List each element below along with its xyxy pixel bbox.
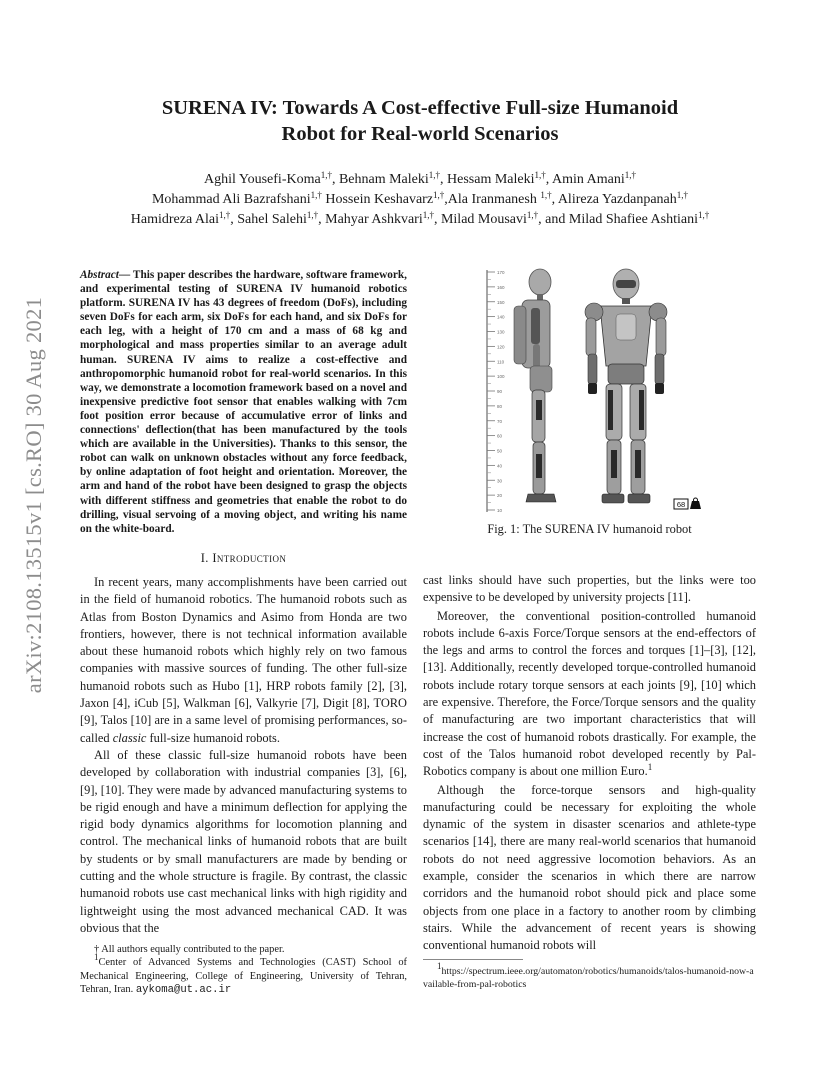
abstract-text: — This paper describes the hardware, software framework, and experimental testing of SURENA IV humanoid robotics platform. SURENA IV has 43 degrees of freedom (DoFs), including seven DoFs for each arm, six DoFs for each hand, and six DoFs for each leg, with a height of 170 cm and a mass of 68 kg and morphological and mass properties similar to an average adult human. SURENA IV aims to realize a cost-effective and anthropomorphic humanoid robot for real-world scenarios. In this way, we demonstrate a locomotion framework based on a novel and inexpensive predictive foot sensor that enables walking with 7cm foot position error because of accumulative error of links and connections' deflection(that has been manufactured by the tools which are available in the Universities). Thanks to this sensor, the robot can walk on unknown obstacles without any force feedback, by online adaptation of foot height and orientation. Moreover, the arm and hand of the robot have been designed to grasp the objects with different stiffness and geometries that enable the robot to do drilling, visual servoing of a moving object, and writing his name on the white-board. — [80, 269, 407, 535]
author-separator: , — [444, 192, 448, 207]
arxiv-identifier — [14, 280, 54, 710]
footnote-marker[interactable]: 1 — [647, 762, 653, 773]
author-line-2 — [70, 190, 770, 210]
figure-caption: Fig. 1: The SURENA IV humanoid robot — [487, 522, 692, 536]
intro-paragraph-1 — [80, 574, 407, 747]
author-separator: , — [433, 212, 441, 227]
footnote-divider — [423, 959, 523, 960]
weight-badge-text: 68 — [676, 500, 686, 509]
arxiv-identifier-text: arXiv:2108.13515v1 [cs.RO] 30 Aug 2021 — [21, 296, 46, 694]
author-footnotes — [80, 943, 407, 998]
abstract-label: Abstract — [80, 269, 119, 281]
ruler-tick-label: 150 — [497, 299, 505, 305]
author-line-1 — [70, 170, 770, 190]
author-name: Amin Amani — [551, 172, 625, 187]
author-affiliation: 1,† — [624, 170, 636, 180]
ruler-tick-label: 170 — [497, 270, 505, 275]
author-name: Ala Iranmanesh — [447, 192, 541, 207]
intro-paragraph-5: Although the force-torque sensors and high-quality manufacturing could be necessary for exploiting the whole dynamic of the system in disaster scenarios and athlete-type scenarios [14], there are many real-world scenarios that humanoid robots do not need aggressive locomotion behaviors. As an example, consider the scenarios in which there are narrow corridors and the humanoid robot should pick and place some objects from one place in a factory to another room by climbing stairs. While the advancement of recent years is showing conventional humanoid robots will — [423, 782, 756, 953]
url-footnote-mark: 1 — [437, 961, 442, 971]
author-separator: , — [551, 192, 558, 207]
author-separator: , — [440, 172, 448, 187]
section-heading-text: I. Introduction — [200, 551, 287, 565]
intro-left-column — [80, 574, 407, 937]
author-name: Hessam Maleki — [447, 172, 535, 187]
url-footnote — [423, 961, 756, 991]
ruler-tick-label: 30 — [497, 478, 503, 484]
author-name: Hossein Keshavarz — [325, 192, 434, 207]
robot-side-view — [514, 269, 556, 502]
author-separator: , — [538, 212, 546, 227]
intro-paragraph-2: All of these classic full-size humanoid robots have been developed by collaboration with industrial companies [3], [6], [9], [10]. They were made by advanced manufacturing systems to be rigid enough and have a minimum deflection for applying the rigid body dynamics algorithms for locomotion planning and control. The mechanical links of humanoid robots that are built by students or by small manufacturers are made by bending or cutting and the whole structure is fragile. By contrast, the classic humanoid robots use cast mechanical links with high rigidity and lightweight using the most advanced mechanical CAD. It was obvious that the — [80, 747, 407, 935]
author-name: Sahel Salehi — [237, 212, 307, 227]
author-affiliation: 1,† — [540, 190, 552, 200]
author-name: Hamidreza Alai — [130, 212, 220, 227]
robot-figure — [478, 266, 703, 516]
intro-right-column — [423, 572, 756, 955]
affiliation-note-text: Center of Advanced Systems and Technologies (CAST) School of Mechanical Engineering, College of Engineering, University of Tehran, Tehran, Iran. — [80, 957, 407, 996]
author-separator: , — [545, 172, 552, 187]
author-name: Aghil Yousefi-Koma — [204, 172, 321, 187]
author-affiliation: 1,† — [306, 210, 319, 220]
author-separator: , — [230, 212, 238, 227]
author-email-link[interactable]: aykoma@ut.ac.ir — [135, 984, 232, 997]
author-separator: , — [331, 172, 339, 187]
author-affiliation: 1,† — [697, 210, 710, 220]
ruler-tick-label: 40 — [497, 463, 503, 469]
author-name: Milad Mousavi — [440, 212, 527, 227]
paper-title — [80, 95, 760, 147]
ruler-tick-label: 50 — [497, 448, 503, 454]
affiliation-note-mark: 1 — [94, 952, 99, 963]
author-affiliation: 1,† — [534, 170, 546, 180]
robot-figure-image — [478, 266, 703, 516]
author-affiliation: 1,† — [320, 170, 332, 180]
author-name: Mahyar Ashkvari — [325, 212, 423, 227]
weight-badge — [674, 498, 701, 509]
author-affiliation: 1,† — [433, 190, 445, 200]
ruler-tick-label: 140 — [497, 314, 505, 320]
ruler-tick-label: 20 — [497, 493, 503, 499]
ruler-tick-label: 80 — [497, 403, 503, 409]
author-name: Mohammad Ali Bazrafshani — [151, 192, 311, 207]
author-affiliation: 1,† — [310, 190, 322, 200]
height-ruler-ticks — [487, 270, 505, 513]
ruler-tick-label: 160 — [497, 284, 505, 290]
author-line-3 — [70, 210, 770, 230]
affiliation-note — [80, 952, 407, 997]
abstract — [80, 268, 407, 536]
intro-p1-text-a: In recent years, many accomplishments have been carried out in the field of humanoid robotics. The humanoid robots such as Atlas from Boston Dynamics and Asimo from Honda are two frontiers, however, there is not technical information available about these humanoid robots which highly rely on two famous companies with massive sources of funding. The other full-size humanoid robots such as Hubo [1], HRP robots family [2], [3], Jaxon [4], iCub [5], Walkman [6], Valkyrie [7], Digit [8], TORO [9], Talos [10] are in a same level of promising performances, so-called — [80, 575, 407, 745]
intro-p1-emphasis: classic — [112, 730, 147, 745]
ruler-tick-label: 70 — [497, 418, 503, 424]
talos-url-link[interactable]: https://spectrum.ieee.org/automaton/robotics/humanoids/talos-humanoid-now-available-from-pal-robotics — [423, 966, 754, 990]
intro-paragraph-3: cast links should have such properties, but the links were too expensive to be developed by university projects [11]. — [423, 573, 756, 605]
intro-p4-text: Moreover, the conventional position-controlled humanoid robots include 6-axis Force/Torque sensors at the end-effectors of the legs and arms to control the forces and torques [1]–[3], [12], [13]. Additionally, recently developed torque-controlled humanoid robots include rotary torque sensors at each joints [9], [10] which are expensive. Therefore, the Force/Torque sensors and the quality of manufacturing are two important characteristics that will increase the cost of humanoid robots drastically. For example, the cost of the Talos humanoid robot developed recently by Pal-Robotics company is about one million Euro. — [423, 608, 756, 779]
author-separator: , — [318, 212, 326, 227]
ruler-tick-label: 100 — [497, 374, 505, 380]
author-name: Behnam Maleki — [338, 172, 429, 187]
equal-contribution-note: † All authors equally contributed to the paper. — [94, 944, 285, 955]
ruler-tick-label: 60 — [497, 433, 503, 439]
robot-front-view — [585, 269, 667, 503]
author-affiliation: 1,† — [422, 210, 434, 220]
ruler-tick-label: 130 — [497, 329, 505, 335]
author-list — [70, 170, 770, 230]
author-affiliation: 1,† — [219, 210, 231, 220]
ruler-tick-label: 110 — [497, 359, 505, 365]
ruler-tick-label: 90 — [497, 389, 503, 394]
title-line-2: Robot for Real-world Scenarios — [281, 123, 559, 145]
intro-p1-text-b: full-size humanoid robots. — [146, 730, 280, 745]
section-heading-introduction — [80, 551, 407, 566]
author-affiliation: 1,† — [676, 190, 689, 200]
title-line-1: SURENA IV: Towards A Cost-effective Full-size Humanoid — [161, 97, 679, 119]
author-name: Alireza Yazdanpanah — [557, 192, 677, 207]
author-name: and Milad Shafiee Ashtiani — [545, 212, 698, 227]
author-affiliation: 1,† — [428, 170, 441, 180]
ruler-tick-label: 10 — [497, 508, 503, 513]
ruler-tick-label: 120 — [497, 344, 505, 350]
author-affiliation: 1,† — [526, 210, 539, 220]
intro-paragraph-4 — [423, 608, 756, 781]
